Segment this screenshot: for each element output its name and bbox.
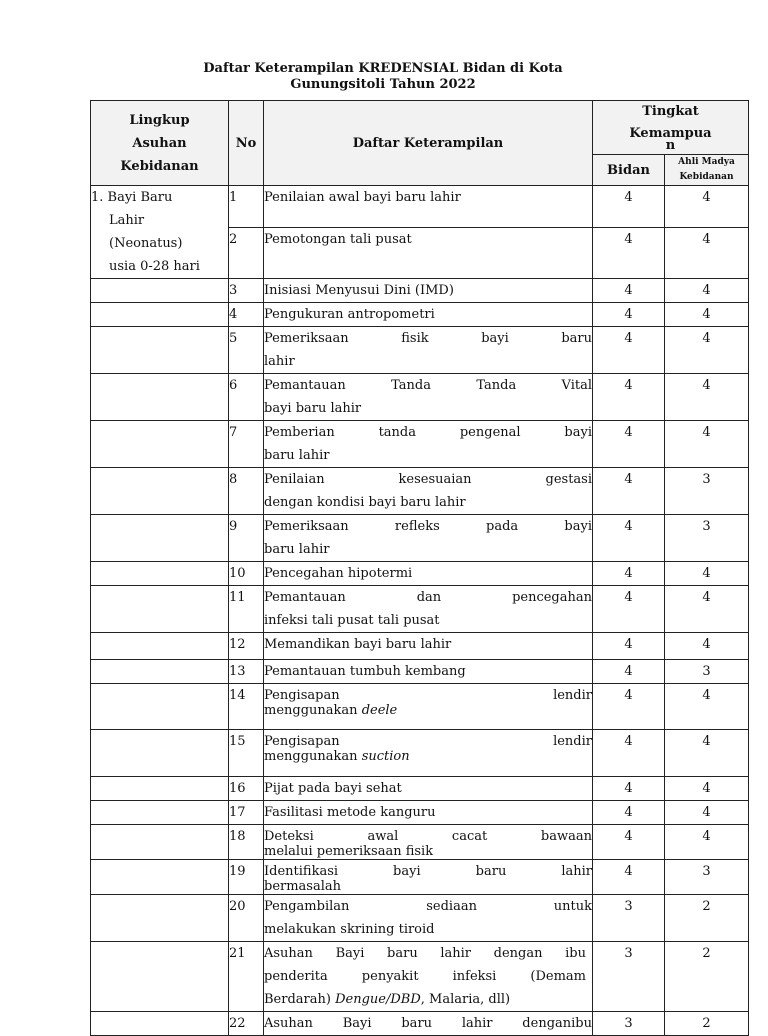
text-line: Pengambilan sediaan untuk xyxy=(264,899,592,914)
cell-level: 4 xyxy=(593,660,665,684)
cell-empty xyxy=(91,942,229,1012)
text-line: Asuhan xyxy=(132,135,187,151)
cell-no: 20 xyxy=(229,895,264,942)
cell-skill xyxy=(264,684,593,730)
cell-empty xyxy=(91,660,229,684)
header-bidan: Bidan xyxy=(593,155,665,186)
cell-no: 2 xyxy=(229,227,264,278)
cell-level: 3 xyxy=(665,515,749,562)
document-title xyxy=(0,61,768,93)
cell-empty xyxy=(91,684,229,730)
cell-level: 4 xyxy=(593,730,665,777)
cell-level: 4 xyxy=(593,279,665,303)
cell-skill: Pencegahan hipotermi xyxy=(264,562,593,586)
text-line xyxy=(264,988,586,1011)
cell-empty xyxy=(91,777,229,801)
text-line: usia 0-28 hari xyxy=(109,259,200,274)
text-line: penderita penyakit infeksi (Demam xyxy=(264,969,586,984)
title-line-1: Daftar Keterampilan KREDENSIAL Bidan di Kota xyxy=(203,61,563,76)
table-row xyxy=(91,468,749,515)
cell-level: 4 xyxy=(593,777,665,801)
cell-empty xyxy=(91,860,229,895)
text-line: Identifikasi bayi baru lahir xyxy=(264,864,592,879)
text-line: deele xyxy=(361,703,398,718)
cell-no: 1 xyxy=(229,186,264,228)
text-line: melakukan skrining tiroid xyxy=(264,922,435,937)
cell-skill xyxy=(264,374,593,421)
text-line: Dengue/DBD xyxy=(335,992,421,1007)
cell-level: 3 xyxy=(593,1012,665,1036)
text-line: menggunakan xyxy=(264,749,358,764)
text-line: infeksi tali pusat tali pusat xyxy=(264,613,440,628)
cell-level: 4 xyxy=(665,586,749,633)
cell-no: 4 xyxy=(229,303,264,327)
table-row xyxy=(91,421,749,468)
cell-no: 12 xyxy=(229,633,264,660)
cell-level: 3 xyxy=(665,660,749,684)
cell-level: 2 xyxy=(665,895,749,942)
text-line: Pengisapan lendir xyxy=(264,734,592,749)
text-line: Pemantauan dan pencegahan xyxy=(264,590,592,605)
cell-no: 8 xyxy=(229,468,264,515)
text-line: Berdarah) xyxy=(264,992,331,1007)
cell-skill xyxy=(264,515,593,562)
text-line: 1. Bayi Baru xyxy=(91,190,173,205)
cell-level: 4 xyxy=(665,374,749,421)
cell-level: 4 xyxy=(665,279,749,303)
cell-level: 2 xyxy=(665,942,749,1012)
table-row xyxy=(91,374,749,421)
cell-skill: Pemotongan tali pusat xyxy=(264,227,593,278)
cell-no: 15 xyxy=(229,730,264,777)
cell-level: 4 xyxy=(593,562,665,586)
cell-no: 6 xyxy=(229,374,264,421)
cell-no: 18 xyxy=(229,825,264,860)
text-line: Lahir xyxy=(109,213,145,228)
cell-no: 21 xyxy=(229,942,264,1012)
text-line: melalui pemeriksaan fisik xyxy=(264,844,434,859)
cell-skill: Fasilitasi metode kanguru xyxy=(264,801,593,825)
cell-skill: Penilaian awal bayi baru lahir xyxy=(264,186,593,228)
cell-level: 4 xyxy=(593,684,665,730)
cell-empty xyxy=(91,730,229,777)
cell-level: 4 xyxy=(593,227,665,278)
text-line: Penilaian kesesuaian gestasi xyxy=(264,472,592,487)
text-line: Pemantauan Tanda Tanda Vital xyxy=(264,378,592,393)
cell-level: 4 xyxy=(665,186,749,228)
text-line: Kebidanan xyxy=(679,172,734,182)
text-line: Pemberian tanda pengenal bayi xyxy=(264,425,592,440)
table-row xyxy=(91,942,749,1012)
cell-level: 4 xyxy=(665,684,749,730)
text-line: baru lahir xyxy=(264,448,330,463)
text-line: lahir xyxy=(264,354,295,369)
text-line: baru lahir xyxy=(264,542,330,557)
cell-skill xyxy=(264,942,593,1012)
cell-skill: Pijat pada bayi sehat xyxy=(264,777,593,801)
cell-no: 14 xyxy=(229,684,264,730)
cell-skill: Pengukuran antropometri xyxy=(264,303,593,327)
text-line: Pemeriksaan refleks pada bayi xyxy=(264,519,592,534)
table-row xyxy=(91,825,749,860)
table-row xyxy=(91,730,749,777)
cell-level: 4 xyxy=(665,801,749,825)
header-tingkat xyxy=(593,101,749,155)
cell-level: 4 xyxy=(665,303,749,327)
cell-level: 4 xyxy=(665,562,749,586)
table-row xyxy=(91,801,749,825)
cell-empty xyxy=(91,468,229,515)
cell-level: 3 xyxy=(665,468,749,515)
text-line: Tingkat xyxy=(642,103,699,119)
table-row xyxy=(91,860,749,895)
cell-skill xyxy=(264,468,593,515)
cell-empty xyxy=(91,421,229,468)
cell-skill xyxy=(264,421,593,468)
cell-no: 19 xyxy=(229,860,264,895)
table-row xyxy=(91,303,749,327)
cell-level: 4 xyxy=(593,327,665,374)
cell-skill: Pemantauan tumbuh kembang xyxy=(264,660,593,684)
text-line: dengan kondisi bayi baru lahir xyxy=(264,495,466,510)
table-row xyxy=(91,660,749,684)
cell-level: 4 xyxy=(665,421,749,468)
text-line: Lingkup xyxy=(129,112,190,128)
cell-no: 3 xyxy=(229,279,264,303)
cell-no: 10 xyxy=(229,562,264,586)
table-row xyxy=(91,586,749,633)
cell-level: 4 xyxy=(665,633,749,660)
cell-level: 4 xyxy=(665,227,749,278)
text-line: bayi baru lahir xyxy=(264,401,362,416)
cell-level: 4 xyxy=(593,825,665,860)
cell-skill xyxy=(264,327,593,374)
text-line: Deteksi awal cacat bawaan xyxy=(264,829,592,844)
cell-empty xyxy=(91,515,229,562)
cell-level: 4 xyxy=(665,777,749,801)
text-line: Kemampua xyxy=(629,125,712,141)
cell-level: 4 xyxy=(593,586,665,633)
cell-level: 4 xyxy=(593,515,665,562)
cell-skill xyxy=(264,895,593,942)
table-row xyxy=(91,186,749,228)
cell-skill: Memandikan bayi baru lahir xyxy=(264,633,593,660)
cell-no: 5 xyxy=(229,327,264,374)
cell-empty xyxy=(91,303,229,327)
cell-level: 4 xyxy=(593,468,665,515)
header-daftar: Daftar Keterampilan xyxy=(264,101,593,186)
text-line: suction xyxy=(361,749,410,764)
cell-no: 13 xyxy=(229,660,264,684)
text-line: Ahli Madya xyxy=(678,157,735,167)
title-line-2: Gunungsitoli Tahun 2022 xyxy=(290,77,476,92)
cell-level: 3 xyxy=(593,895,665,942)
text-line xyxy=(264,749,592,764)
text-line: Pemeriksaan fisik bayi baru xyxy=(264,331,592,346)
cell-skill xyxy=(264,586,593,633)
header-lingkup xyxy=(91,101,229,186)
cell-empty xyxy=(91,825,229,860)
table-row xyxy=(91,515,749,562)
cell-level: 4 xyxy=(593,633,665,660)
table-row xyxy=(91,633,749,660)
text-line: Kebidanan xyxy=(120,158,199,174)
text-line: n xyxy=(665,137,676,153)
table-row xyxy=(91,562,749,586)
cell-level: 3 xyxy=(665,860,749,895)
table-row xyxy=(91,327,749,374)
cell-no: 7 xyxy=(229,421,264,468)
cell-no: 16 xyxy=(229,777,264,801)
cell-level: 4 xyxy=(593,374,665,421)
skills-table xyxy=(90,100,749,1036)
table-row xyxy=(91,279,749,303)
cell-level: 4 xyxy=(593,860,665,895)
table-row xyxy=(91,895,749,942)
cell-empty xyxy=(91,895,229,942)
cell-empty xyxy=(91,801,229,825)
cell-level: 4 xyxy=(665,327,749,374)
text-line: Asuhan Bayi baru lahir denganibu xyxy=(264,1016,592,1031)
cell-level: 2 xyxy=(665,1012,749,1036)
cell-skill xyxy=(264,825,593,860)
cell-no: 9 xyxy=(229,515,264,562)
text-line: Pengisapan lendir xyxy=(264,688,592,703)
cell-empty xyxy=(91,562,229,586)
cell-empty xyxy=(91,327,229,374)
text-line: , Malaria, dll) xyxy=(420,992,511,1007)
section-bayi-baru-lahir xyxy=(91,186,229,279)
table-row xyxy=(91,777,749,801)
text-line: menggunakan xyxy=(264,703,358,718)
cell-level: 3 xyxy=(593,942,665,1012)
text-line: (Neonatus) xyxy=(109,236,183,251)
cell-no: 22 xyxy=(229,1012,264,1036)
cell-level: 4 xyxy=(593,303,665,327)
cell-empty xyxy=(91,279,229,303)
header-ahli-madya xyxy=(665,155,749,186)
cell-no: 17 xyxy=(229,801,264,825)
cell-level: 4 xyxy=(593,421,665,468)
header-no: No xyxy=(229,101,264,186)
cell-empty xyxy=(91,586,229,633)
cell-level: 4 xyxy=(665,730,749,777)
cell-skill xyxy=(264,730,593,777)
table-row xyxy=(91,684,749,730)
text-line xyxy=(264,703,592,718)
cell-level: 4 xyxy=(593,801,665,825)
cell-empty xyxy=(91,633,229,660)
text-line: bermasalah xyxy=(264,879,342,894)
cell-no: 11 xyxy=(229,586,264,633)
cell-level: 4 xyxy=(593,186,665,228)
text-line: Asuhan Bayi baru lahir dengan ibu xyxy=(264,946,586,961)
cell-level: 4 xyxy=(665,825,749,860)
cell-skill: Inisiasi Menyusui Dini (IMD) xyxy=(264,279,593,303)
cell-skill xyxy=(264,860,593,895)
cell-empty xyxy=(91,374,229,421)
